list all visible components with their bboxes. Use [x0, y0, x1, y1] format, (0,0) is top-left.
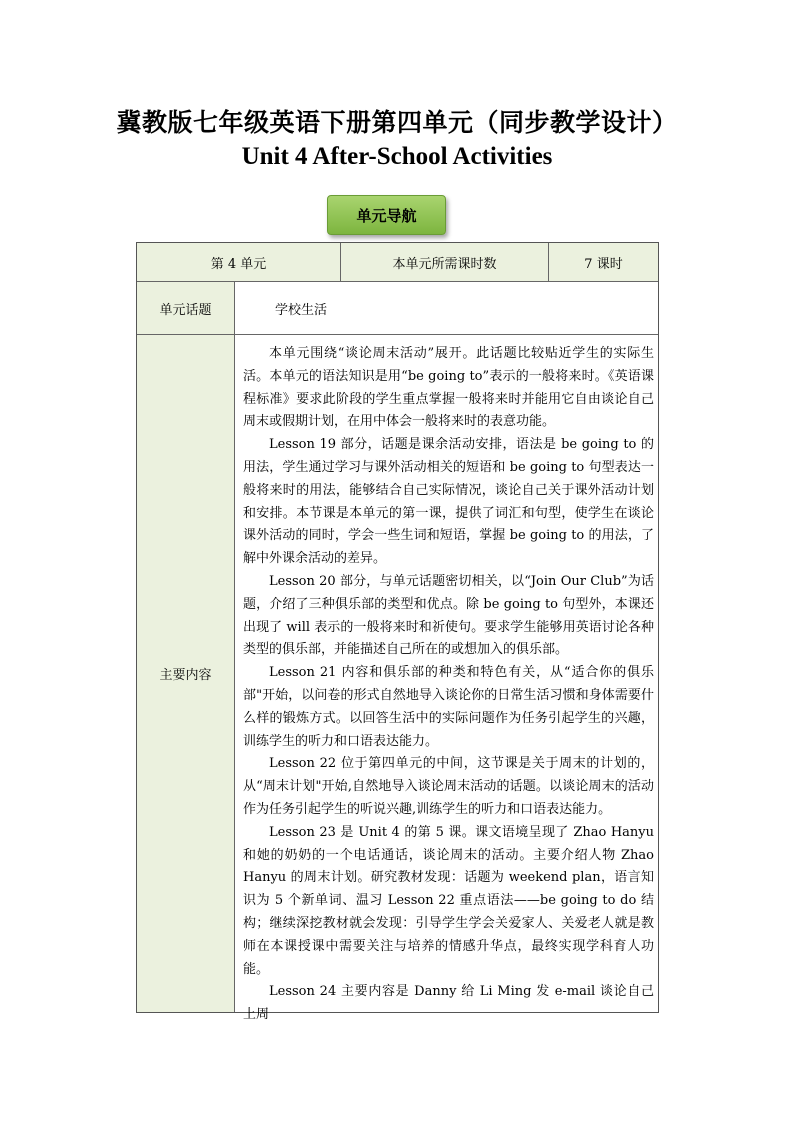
main-content-text — [235, 335, 660, 1027]
unit-navigation-badge: 单元导航 — [327, 195, 446, 235]
unit-number-cell: 第 4 单元 — [210, 256, 267, 272]
content-paragraph: Lesson 19 部分，话题是课余活动安排，语法是 be going to 的用法，学生通过学习与课外活动相关的短语和 be going to 句型表达一般将来时的用法，能够结合自己实际情况，谈论自己关于课外活动计划和安排。本节课是本单元的第一课，提供了词汇和句型，使学生在谈论课外活动的同时，学会一些生词和短语，掌握 be going to 的用法，了解中外课余活动的差异。 — [243, 437, 654, 567]
unit-overview-table — [136, 242, 659, 1023]
content-paragraph: 本单元围绕“谈论周末活动”展开。此话题比较贴近学生的实际生活。本单元的语法知识是用“be going to”表示的一般将来时。《英语课程标准》要求此阶段的学生重点掌握一般将来时并能用它自由谈论自己周末或假期计划，在用中体会一般将来时的表意功能。 — [243, 346, 654, 430]
document-title-cn: 冀教版七年级英语下册第四单元（同步教学设计） — [116, 108, 678, 137]
topic-value-cell: 学校生活 — [275, 302, 328, 318]
content-paragraph: Lesson 23 是 Unit 4 的第 5 课。课文语境呈现了 Zhao Hanyu 和她的奶奶的一个电话通话，谈论周末的活动。主要介绍人物 Zhao Hanyu 的周末计划。研究教材发现：话题为 weekend plan，语言知识为 5 个新单词、温习 Lesson 22 重点语法——be going to do 结构；继续深挖教材就会发现：引导学生学会关爱家人、关爱老人就是教师在本课授课中需要关注与培养的情感升华点，最终实现学科育人功能。 — [243, 824, 654, 977]
hours-value-cell: 7 课时 — [584, 256, 623, 272]
content-paragraph: Lesson 24 主要内容是 Danny 给 Li Ming 发 e-mail 谈论自己上周 — [243, 984, 654, 1023]
topic-label-cell: 单元话题 — [159, 302, 212, 318]
main-content-label-cell: 主要内容 — [159, 668, 212, 683]
document-title-en: Unit 4 After-School Activities — [241, 143, 553, 170]
content-paragraph: Lesson 21 内容和俱乐部的种类和特色有关，从“适合你的俱乐部"开始，以问卷的形式自然地导入谈论你的日常生活习惯和身体需要什么样的锻炼方式。以回答生活中的实际问题作为任务引起学生的兴趣，训练学生的听力和口语表达能力。 — [243, 665, 654, 749]
content-paragraph: Lesson 22 位于第四单元的中间，这节课是关于周末的计划的，从“周末计划"开始,自然地导入谈论周末活动的话题。以谈论周末的活动作为任务引起学生的听说兴趣,训练学生的听力和口语表达能力。 — [243, 756, 654, 817]
hours-label-cell: 本单元所需课时数 — [392, 256, 497, 272]
content-paragraph: Lesson 20 部分，与单元话题密切相关，以“Join Our Club”为话题，介绍了三种俱乐部的类型和优点。除 be going to 句型外，本课还出现了 will 表示的一般将来时和祈使句。要求学生能够用英语讨论各种类型的俱乐部，并能描述自己所在的或想加入的俱乐部。 — [243, 573, 654, 658]
